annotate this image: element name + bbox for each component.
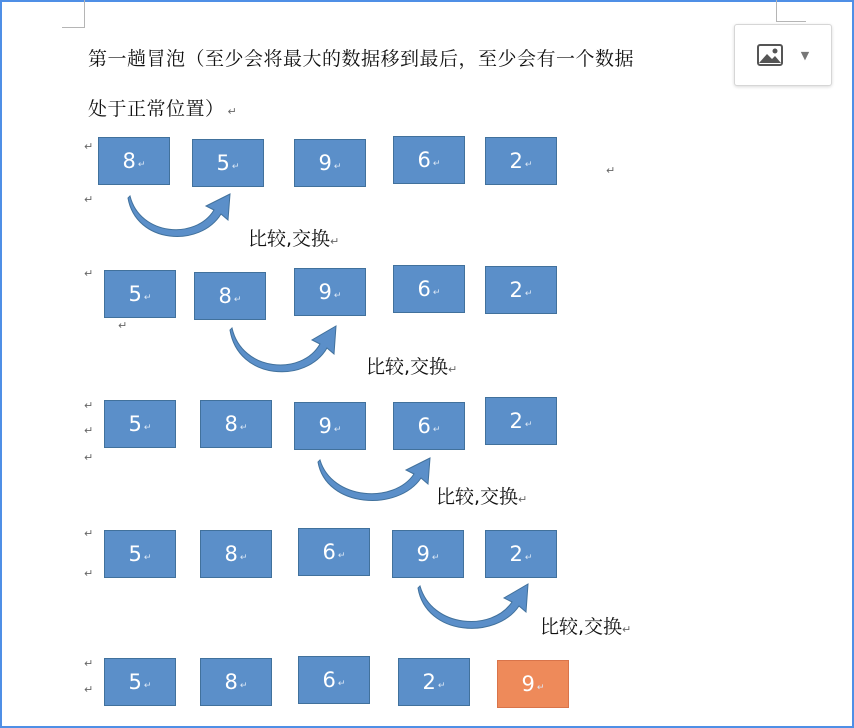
value-box-label: 2 xyxy=(509,149,523,173)
caption-mark: ↵ xyxy=(622,623,632,636)
crop-mark-right-vertical xyxy=(776,0,777,22)
value-box-label: 5 xyxy=(216,151,230,175)
swap-arrow xyxy=(316,454,438,506)
caption-text: 比较,交换 xyxy=(248,228,331,250)
value-box-label: 5 xyxy=(128,670,142,694)
box-mark: ↵ xyxy=(333,291,342,301)
value-box[interactable] xyxy=(294,402,366,450)
value-box[interactable] xyxy=(104,658,176,706)
value-box-label: 6 xyxy=(417,277,431,301)
value-box[interactable] xyxy=(485,530,557,578)
value-box[interactable] xyxy=(393,136,465,184)
box-mark: ↵ xyxy=(432,288,441,298)
value-box[interactable] xyxy=(200,530,272,578)
paragraph-mark: ↵ xyxy=(606,164,616,177)
value-box[interactable] xyxy=(200,400,272,448)
box-mark: ↵ xyxy=(524,289,533,299)
value-box[interactable] xyxy=(393,402,465,450)
image-icon xyxy=(757,44,783,66)
paragraph-mark: ↵ xyxy=(84,567,94,580)
value-box-label: 5 xyxy=(128,412,142,436)
value-box-label: 2 xyxy=(422,670,436,694)
value-box[interactable] xyxy=(104,400,176,448)
box-mark: ↵ xyxy=(231,162,240,172)
value-box[interactable] xyxy=(192,139,264,187)
value-box-label: 5 xyxy=(128,282,142,306)
caption-text: 比较,交换 xyxy=(436,486,519,508)
paragraph-mark: ↵ xyxy=(84,140,94,153)
crop-mark-left-horizontal xyxy=(62,27,85,28)
swap-arrow xyxy=(228,322,344,378)
compare-swap-caption xyxy=(248,224,339,251)
value-box-label: 9 xyxy=(416,542,430,566)
value-box-label: 8 xyxy=(224,670,238,694)
value-box-label: 8 xyxy=(224,412,238,436)
crop-mark-right-horizontal xyxy=(776,21,806,22)
value-box-label: 9 xyxy=(521,672,535,696)
paragraph-line-2-text: 处于正常位置） xyxy=(88,98,225,120)
value-box-label: 2 xyxy=(509,409,523,433)
value-box-label: 8 xyxy=(122,149,136,173)
box-mark: ↵ xyxy=(524,160,533,170)
box-mark: ↵ xyxy=(437,681,446,691)
value-box-label: 8 xyxy=(218,284,232,308)
paragraph-mark: ↵ xyxy=(84,657,94,670)
swap-arrow xyxy=(126,190,238,242)
box-mark: ↵ xyxy=(337,551,346,561)
chevron-down-icon[interactable]: ▼ xyxy=(800,48,810,62)
value-box[interactable] xyxy=(398,658,470,706)
value-box[interactable] xyxy=(294,139,366,187)
box-mark: ↵ xyxy=(536,683,545,693)
paragraph-mark: ↵ xyxy=(227,105,238,118)
value-box[interactable] xyxy=(392,530,464,578)
paragraph-mark: ↵ xyxy=(84,193,94,206)
paragraph-line-1: 第一趟冒泡（至少会将最大的数据移到最后，至少会有一个数据 xyxy=(88,48,635,70)
paragraph-mark: ↵ xyxy=(118,319,128,332)
value-box-label: 6 xyxy=(322,540,336,564)
box-mark: ↵ xyxy=(239,553,248,563)
value-box[interactable] xyxy=(200,658,272,706)
value-box[interactable] xyxy=(104,270,176,318)
value-box-label: 2 xyxy=(509,278,523,302)
value-box[interactable] xyxy=(298,656,370,704)
box-mark: ↵ xyxy=(143,293,152,303)
box-mark: ↵ xyxy=(524,553,533,563)
value-box[interactable] xyxy=(194,272,266,320)
value-box[interactable] xyxy=(485,137,557,185)
paragraph-line-2 xyxy=(88,94,237,121)
caption-text: 比较,交换 xyxy=(540,616,623,638)
caption-text: 比较,交换 xyxy=(366,356,449,378)
paragraph-mark: ↵ xyxy=(84,683,94,696)
box-mark: ↵ xyxy=(333,162,342,172)
value-box[interactable] xyxy=(393,265,465,313)
picture-layout-button[interactable] xyxy=(734,24,832,86)
value-box-label: 5 xyxy=(128,542,142,566)
value-box-label: 8 xyxy=(224,542,238,566)
box-mark: ↵ xyxy=(431,553,440,563)
caption-mark: ↵ xyxy=(448,363,458,376)
value-box[interactable] xyxy=(294,268,366,316)
value-box-label: 6 xyxy=(417,148,431,172)
compare-swap-caption xyxy=(366,352,457,379)
box-mark: ↵ xyxy=(143,553,152,563)
value-box[interactable] xyxy=(485,266,557,314)
value-box-label: 9 xyxy=(318,151,332,175)
value-box-label: 6 xyxy=(417,414,431,438)
compare-swap-caption xyxy=(436,482,527,509)
compare-swap-caption xyxy=(540,612,631,639)
crop-mark-left-vertical xyxy=(84,0,85,28)
box-mark: ↵ xyxy=(143,681,152,691)
value-box-label: 6 xyxy=(322,668,336,692)
box-mark: ↵ xyxy=(239,681,248,691)
value-box[interactable] xyxy=(485,397,557,445)
paragraph-mark: ↵ xyxy=(84,399,94,412)
value-box[interactable] xyxy=(298,528,370,576)
box-mark: ↵ xyxy=(239,423,248,433)
value-box-label: 9 xyxy=(318,280,332,304)
value-box[interactable] xyxy=(98,137,170,185)
value-box[interactable] xyxy=(104,530,176,578)
caption-mark: ↵ xyxy=(518,493,528,506)
paragraph-mark: ↵ xyxy=(84,527,94,540)
box-mark: ↵ xyxy=(337,679,346,689)
caption-mark: ↵ xyxy=(330,235,340,248)
paragraph-mark: ↵ xyxy=(84,451,94,464)
paragraph-mark: ↵ xyxy=(84,267,94,280)
box-mark: ↵ xyxy=(432,159,441,169)
box-mark: ↵ xyxy=(524,420,533,430)
swap-arrow xyxy=(416,580,536,634)
box-mark: ↵ xyxy=(137,160,146,170)
box-mark: ↵ xyxy=(432,425,441,435)
sorted-value-box[interactable] xyxy=(497,660,569,708)
box-mark: ↵ xyxy=(333,425,342,435)
value-box-label: 2 xyxy=(509,542,523,566)
paragraph-mark: ↵ xyxy=(84,424,94,437)
box-mark: ↵ xyxy=(233,295,242,305)
value-box-label: 9 xyxy=(318,414,332,438)
box-mark: ↵ xyxy=(143,423,152,433)
